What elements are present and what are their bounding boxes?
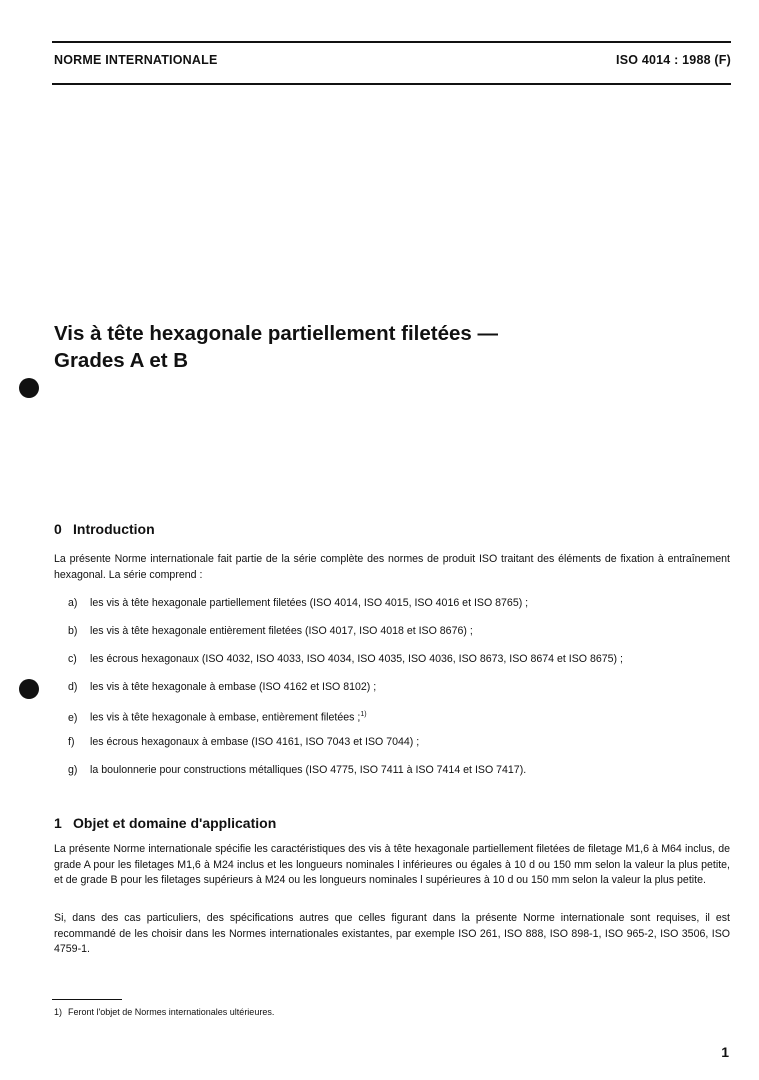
list-item (68, 735, 728, 750)
list-marker: g) (68, 764, 78, 776)
title-line-1: Vis à tête hexagonale partiellement filetées — (54, 322, 498, 345)
title-line-2: Grades A et B (54, 349, 189, 372)
list-item (68, 763, 728, 778)
header-left: NORME INTERNATIONALE (54, 53, 218, 67)
list-marker: f) (68, 736, 75, 748)
header-right: ISO 4014 : 1988 (F) (616, 53, 731, 67)
footnote-rule (52, 999, 122, 1000)
list-item (68, 707, 728, 726)
list-text: la boulonnerie pour constructions métalliques (ISO 4775, ISO 7411 à ISO 7414 et ISO 7417). (90, 764, 527, 776)
list-marker: c) (68, 653, 77, 665)
list-item (68, 652, 728, 667)
intro-paragraph: La présente Norme internationale fait partie de la série complète des normes de produit ISO traitant des éléments de fixation à entraînement hexagonal. La série comprend : (54, 553, 730, 581)
footnote-text: Feront l'objet de Normes internationales ultérieures. (68, 1007, 275, 1017)
list-text: les vis à tête hexagonale entièrement filetées (ISO 4017, ISO 4018 et ISO 8676) ; (90, 625, 473, 637)
list-item (68, 624, 728, 639)
footnote (54, 1007, 274, 1017)
list-marker: e) (68, 711, 78, 724)
list-marker: d) (68, 681, 78, 693)
section-number: 1 (54, 815, 62, 831)
scope-paragraph-2: Si, dans des cas particuliers, des spécifications autres que celles figurant dans la présente Norme internationale sont requises, il est recommandé de les choisir dans les Normes internationales existantes, par exemple ISO 261, ISO 888, ISO 898-1, ISO 965-2, ISO 3506, ISO 4759-1. (54, 912, 730, 955)
section-number: 0 (54, 521, 62, 537)
footnote-reference: 1) (360, 711, 367, 718)
scope-paragraph-1: La présente Norme internationale spécifie les caractéristiques des vis à tête hexagonale partiellement filetées de filetage M1,6 à M64 inclus, de grade A pour les filetages M1,6 à M24 inclus et les longueurs nominales l inférieures ou égales à 10 d ou 150 mm selon la valeur la plus petite, et de grade B pour les filetages supérieurs à M24 ou les longueurs nominales l supérieures à 10 d ou 150 mm selon la valeur la plus petite. (54, 843, 730, 886)
list-text: les écrous hexagonaux à embase (ISO 4161, ISO 7043 et ISO 7044) ; (90, 736, 420, 748)
footnote-marker: 1) (54, 1007, 63, 1017)
list-marker: a) (68, 597, 78, 609)
list-item (68, 680, 728, 695)
punch-hole-mark (19, 378, 39, 398)
document-title (54, 320, 714, 374)
list-text: les vis à tête hexagonale à embase, entièrement filetées ; (90, 711, 361, 724)
list-text: les vis à tête hexagonale à embase (ISO 4162 et ISO 8102) ; (90, 681, 377, 693)
section-title: Objet et domaine d'application (73, 815, 277, 831)
list-marker: b) (68, 625, 78, 637)
section-title: Introduction (73, 521, 155, 537)
header-top-rule (52, 41, 731, 43)
section-1-heading (54, 815, 276, 831)
section-0-heading (54, 521, 155, 537)
header-bottom-rule (52, 83, 731, 85)
punch-hole-mark (19, 679, 39, 699)
list-item (68, 596, 728, 611)
list-text: les vis à tête hexagonale partiellement filetées (ISO 4014, ISO 4015, ISO 4016 et ISO 8765) ; (90, 597, 529, 609)
list-text: les écrous hexagonaux (ISO 4032, ISO 4033, ISO 4034, ISO 4035, ISO 4036, ISO 8673, ISO 8674 et ISO 8675) ; (90, 653, 623, 665)
page-number: 1 (721, 1044, 729, 1060)
